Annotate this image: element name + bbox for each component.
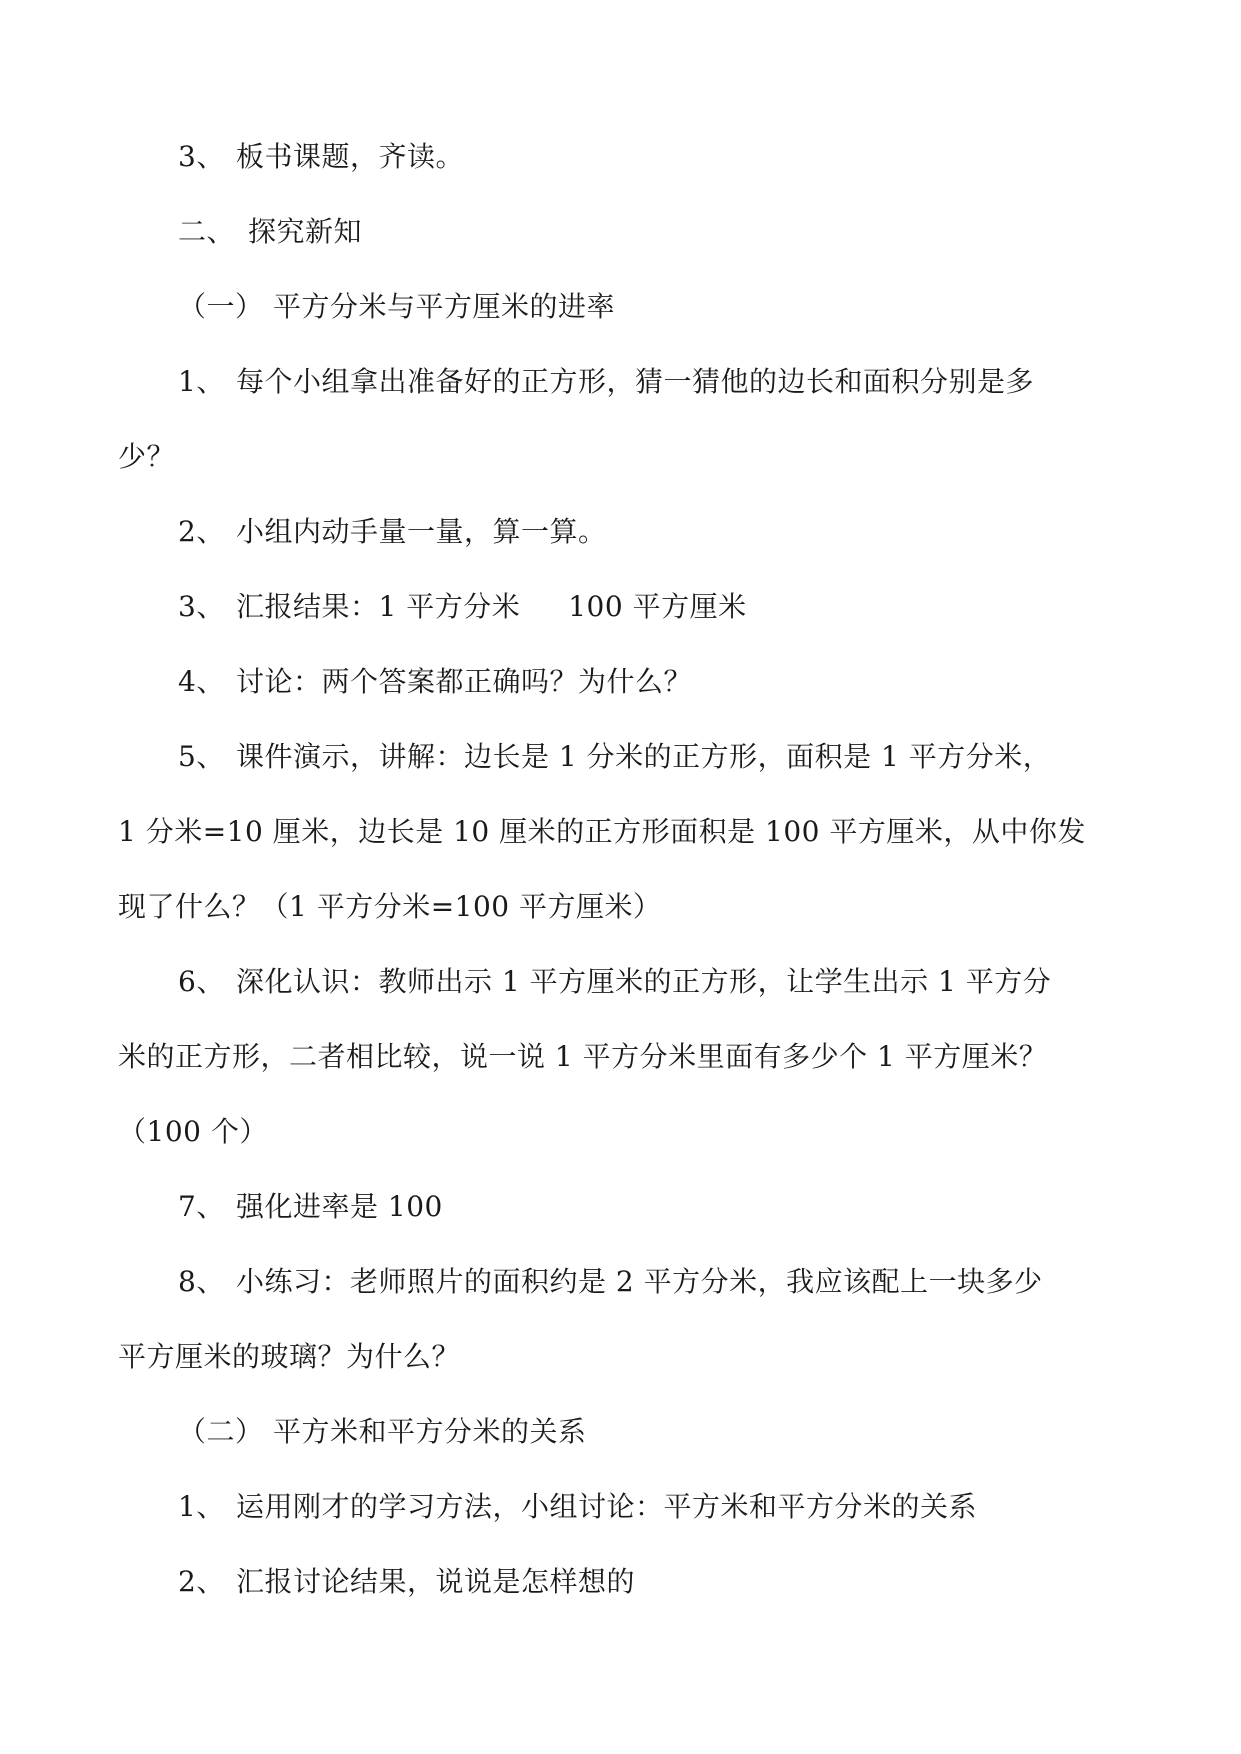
item-text: 讨论：两个答案都正确吗？为什么？ [236, 665, 693, 698]
list-item-7 [178, 1190, 443, 1224]
list-item-5-continuation-1 [118, 815, 1086, 849]
list-item-8 [178, 1265, 1043, 1299]
item-text: 深化认识：教师出示 1 平方厘米的正方形，让学生出示 1 平方分 [236, 965, 1052, 998]
item-text: 强化进率是 100 [236, 1190, 443, 1223]
subsection-number: （二） [178, 1415, 264, 1448]
item-number: 2、 [178, 1565, 225, 1598]
list-item-5 [178, 740, 1051, 774]
section-number: 二、 [178, 215, 236, 248]
item-text: 汇报讨论结果，说说是怎样想的 [236, 1565, 636, 1598]
subsection-number: （一） [178, 290, 264, 323]
item-number: 8、 [178, 1265, 225, 1298]
item-text-second: 100 平方厘米 [568, 590, 747, 623]
item-number: 2、 [178, 515, 225, 548]
item-text: 小练习：老师照片的面积约是 2 平方分米，我应该配上一块多少 [236, 1265, 1043, 1298]
section-heading-2 [178, 215, 362, 249]
item-text: 小组内动手量一量，算一算。 [236, 515, 607, 548]
list-item-2 [178, 515, 607, 549]
item-text: 板书课题，齐读。 [236, 140, 465, 173]
item-text: 汇报结果：1 平方分米 [236, 590, 521, 623]
item-number: 1、 [178, 1490, 225, 1523]
list-item-6 [178, 965, 1051, 999]
list-item-5-continuation-2 [118, 890, 662, 924]
item-text: 现了什么？（1 平方分米=100 平方厘米） [118, 890, 662, 923]
subsection-heading-1 [178, 290, 615, 324]
list-item-6-continuation-1 [118, 1040, 1047, 1074]
subsection-title: 平方米和平方分米的关系 [273, 1415, 587, 1448]
item-number: 5、 [178, 740, 225, 773]
item-number: 4、 [178, 665, 225, 698]
item-text: 平方厘米的玻璃？为什么？ [118, 1340, 461, 1373]
item-number: 7、 [178, 1190, 225, 1223]
item-number: 1、 [178, 365, 225, 398]
item-text: 课件演示，讲解：边长是 1 分米的正方形，面积是 1 平方分米， [236, 740, 1052, 773]
item-number: 3、 [178, 140, 225, 173]
list-item-3-board-title [178, 140, 464, 174]
item-number: 6、 [178, 965, 225, 998]
section-title: 探究新知 [248, 215, 363, 248]
list-item-3-report [178, 590, 747, 624]
item-text: 1 分米=10 厘米，边长是 10 厘米的正方形面积是 100 平方厘米，从中你发 [118, 815, 1086, 848]
item-text: （100 个） [118, 1115, 268, 1148]
list-item-4 [178, 665, 692, 699]
list-item-1 [178, 365, 1034, 399]
item-text: 米的正方形，二者相比较，说一说 1 平方分米里面有多少个 1 平方厘米？ [118, 1040, 1048, 1073]
list-item-2-report [178, 1565, 635, 1599]
list-item-1-continuation [118, 440, 175, 474]
subsection-heading-2 [178, 1415, 587, 1449]
item-number: 3、 [178, 590, 225, 623]
subsection-title: 平方分米与平方厘米的进率 [273, 290, 616, 323]
item-text: 每个小组拿出准备好的正方形，猜一猜他的边长和面积分别是多 [236, 365, 1035, 398]
list-item-1-discuss [178, 1490, 977, 1524]
item-text: 运用刚才的学习方法，小组讨论：平方米和平方分米的关系 [236, 1490, 978, 1523]
item-text: 少？ [118, 440, 176, 473]
list-item-6-continuation-2 [118, 1115, 268, 1149]
list-item-8-continuation [118, 1340, 460, 1374]
